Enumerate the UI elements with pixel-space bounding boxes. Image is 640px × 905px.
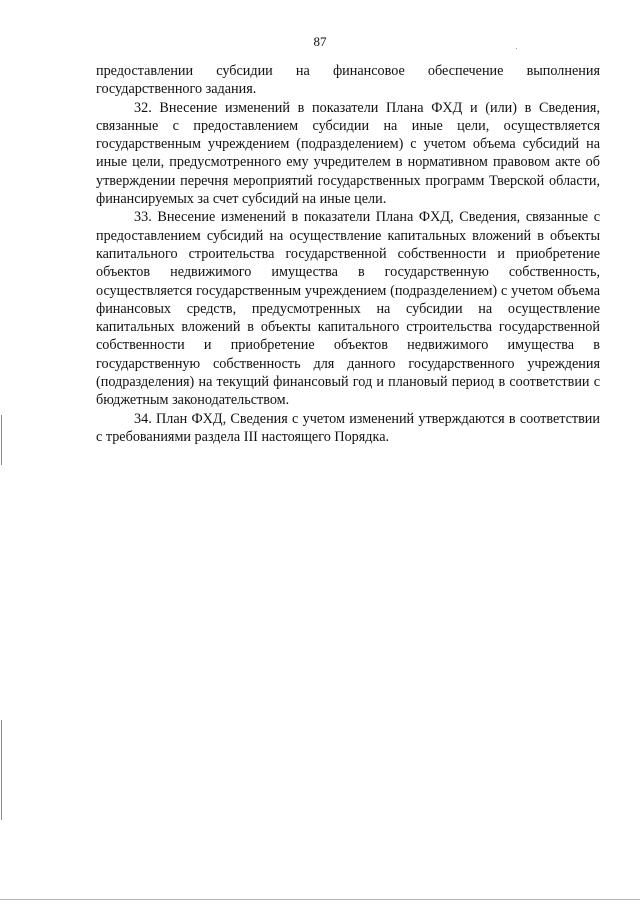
- scan-edge-mark: [1, 720, 2, 820]
- scan-edge-mark: [1, 415, 2, 465]
- paragraph-continuation: предоставлении субсидии на финансовое обеспечение выполнения государственного задания.: [96, 63, 600, 98]
- page-number: 87: [313, 34, 327, 49]
- paragraph-34: 34. План ФХД, Сведения с учетом изменений утверждаются в соответствии с требованиями раздела III настоящего Порядка.: [96, 410, 600, 445]
- scan-bottom-edge: [0, 899, 640, 900]
- scan-dust-mark: [516, 48, 517, 49]
- paragraph-32: 32. Внесение изменений в показатели Плана ФХД и (или) в Сведения, связанные с предоставлением субсидии на иные цели, осуществляется государственным учреждением (подразделением) с учетом объема субсидий на иные цели, предусмотренного ему учредителем в нормативном правовом акте об утверждении перечня мероприятий государственных программ Тверской области, финансируемых за счет субсидий на иные цели.: [96, 99, 600, 208]
- document-body: [96, 62, 600, 446]
- paragraph-33: 33. Внесение изменений в показатели Плана ФХД, Сведения, связанные с предоставлением субсидий на осуществление капитальных вложений в объекты капитального строительства государственной собственности и приобретение объектов недвижимого имущества в государственную собственность, осуществляется государственным учреждением (подразделением) с учетом объема финансовых средств, предусмотренных на субсидии на осуществление капитальных вложений в объекты капитального строительства государственной собственности и приобретение объектов недвижимого имущества в государственную собственность для данного государственного учреждения (подразделения) на текущий финансовый год и плановый период в соответствии с бюджетным законодательством.: [96, 209, 600, 409]
